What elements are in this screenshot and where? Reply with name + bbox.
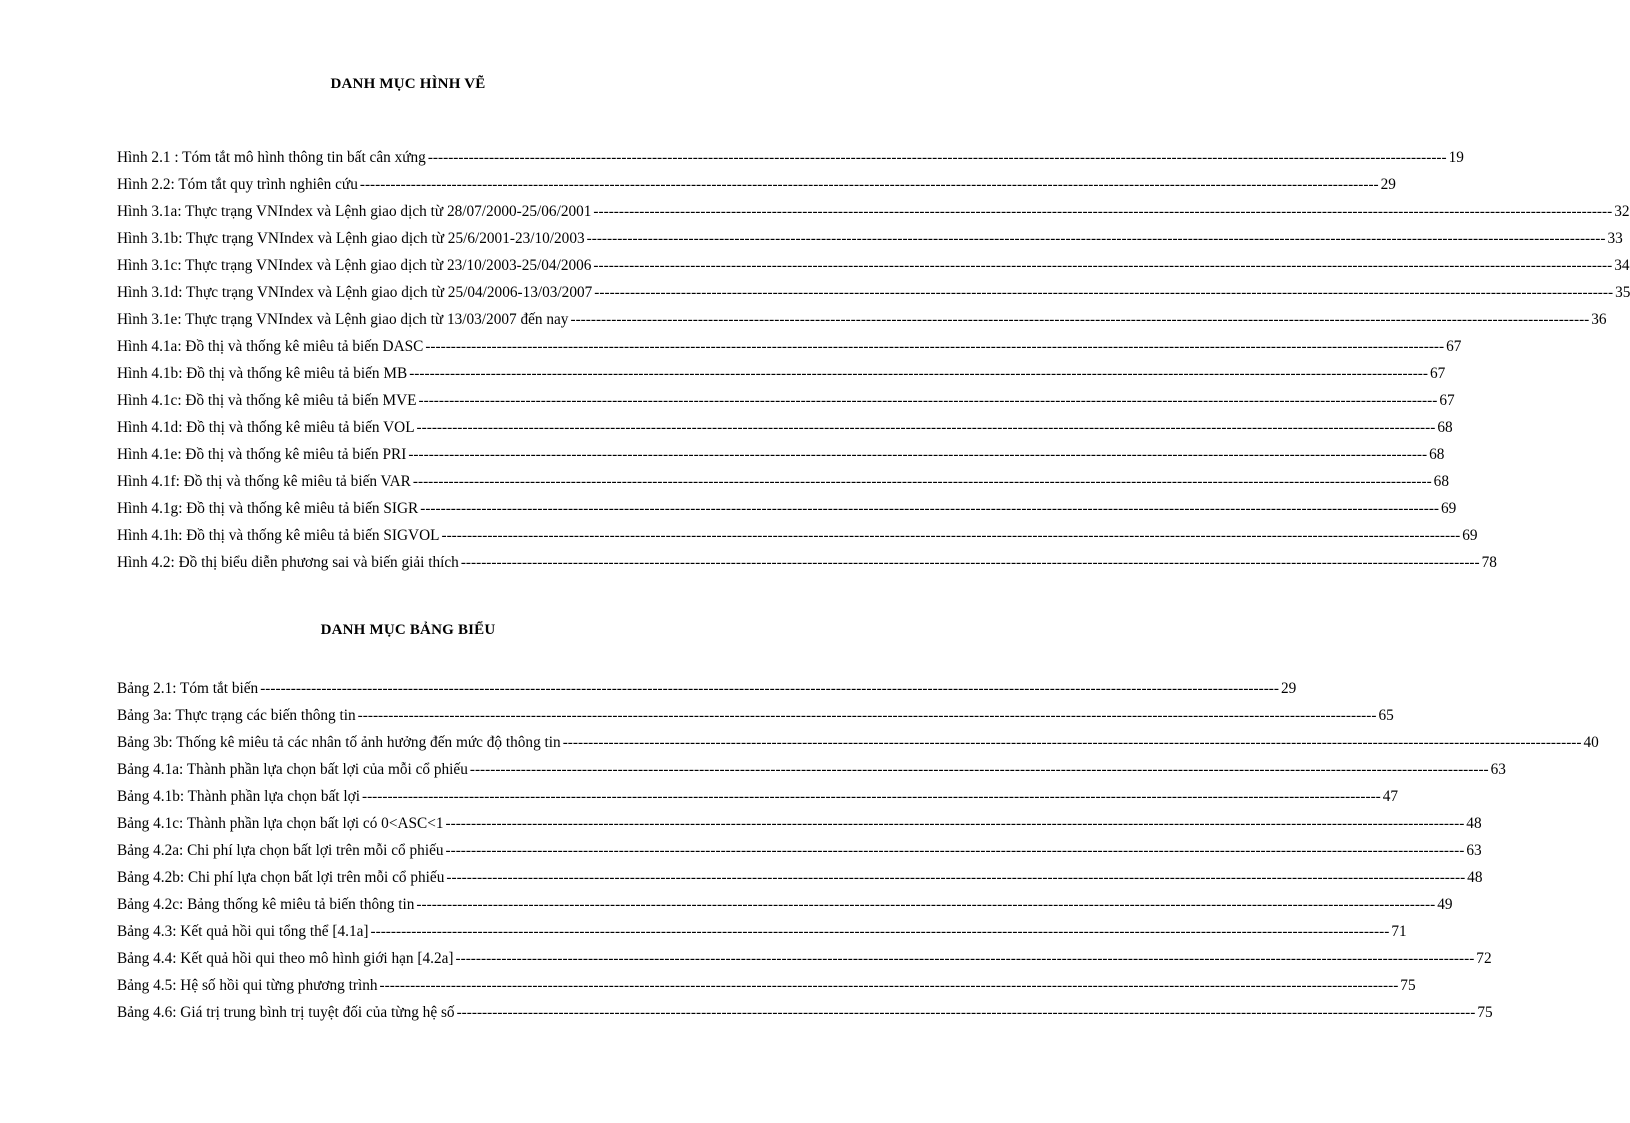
toc-entry-page: 35 (1615, 284, 1630, 301)
toc-entry-page: 63 (1466, 842, 1482, 859)
dot-leader: -------------------------------------------------------------------------------------------------------------------------------------------------------------------------------------------------------- (408, 446, 1428, 463)
toc-entry (117, 999, 1493, 1026)
toc-entry-page: 72 (1476, 950, 1492, 967)
dot-leader: -------------------------------------------------------------------------------------------------------------------------------------------------------------------------------------------------------- (446, 869, 1466, 886)
toc-entry-label: Hình 4.2: Đồ thị biểu diễn phương sai và biến giải thích (117, 554, 459, 571)
toc-entry-page: 36 (1591, 311, 1607, 328)
toc-entry (117, 864, 1483, 891)
toc-entry (117, 441, 1445, 468)
tables-heading: DANH MỤC BẢNG BIỂU (320, 622, 496, 638)
dot-leader: -------------------------------------------------------------------------------------------------------------------------------------------------------------------------------------------------------- (361, 788, 1381, 805)
toc-entry-label: Hình 4.1g: Đồ thị và thống kê miêu tả biến SIGR (117, 500, 419, 517)
toc-entry (117, 810, 1482, 837)
toc-entry-label: Bảng 3a: Thực trạng các biến thông tin (117, 707, 356, 724)
dot-leader: -------------------------------------------------------------------------------------------------------------------------------------------------------------------------------------------------------- (359, 176, 1379, 193)
toc-entry-page: 67 (1439, 392, 1455, 409)
toc-entry (117, 675, 1297, 702)
toc-entry-page: 48 (1466, 815, 1482, 832)
toc-entry-page: 67 (1446, 338, 1462, 355)
toc-entry-label: Bảng 4.5: Hệ số hồi qui từng phương trình (117, 977, 378, 994)
toc-entry (117, 918, 1407, 945)
dot-leader: -------------------------------------------------------------------------------------------------------------------------------------------------------------------------------------------------------- (455, 950, 1475, 967)
toc-entry (117, 972, 1416, 999)
tables-list (117, 675, 1599, 1026)
toc-entry-label: Hình 2.2: Tóm tắt quy trình nghiên cứu (117, 176, 358, 193)
dot-leader: -------------------------------------------------------------------------------------------------------------------------------------------------------------------------------------------------------- (418, 392, 1438, 409)
toc-entry-label: Bảng 4.4: Kết quả hồi qui theo mô hình giới hạn [4.2a] (117, 950, 454, 967)
toc-entry (117, 144, 1464, 171)
toc-entry (117, 756, 1506, 783)
dot-leader: -------------------------------------------------------------------------------------------------------------------------------------------------------------------------------------------------------- (427, 149, 1447, 166)
toc-entry-page: 68 (1433, 473, 1449, 490)
toc-entry-label: Bảng 3b: Thống kê miêu tả các nhân tố ảnh hưởng đến mức độ thông tin (117, 734, 561, 751)
dot-leader: -------------------------------------------------------------------------------------------------------------------------------------------------------------------------------------------------------- (425, 338, 1445, 355)
toc-entry-label: Bảng 4.1c: Thành phần lựa chọn bất lợi có 0<ASC<1 (117, 815, 444, 832)
toc-entry-page: 69 (1441, 500, 1457, 517)
toc-entry (117, 225, 1623, 252)
dot-leader: -------------------------------------------------------------------------------------------------------------------------------------------------------------------------------------------------------- (441, 527, 1461, 544)
toc-entry-label: Hình 4.1f: Đồ thị và thống kê miêu tả biến VAR (117, 473, 411, 490)
toc-entry (117, 387, 1455, 414)
toc-entry-page: 68 (1437, 419, 1453, 436)
dot-leader: -------------------------------------------------------------------------------------------------------------------------------------------------------------------------------------------------------- (409, 365, 1428, 382)
toc-entry-page: 29 (1380, 176, 1396, 193)
dot-leader: -------------------------------------------------------------------------------------------------------------------------------------------------------------------------------------------------------- (412, 473, 1432, 490)
toc-entry-label: Bảng 4.6: Giá trị trung bình trị tuyệt đối của từng hệ số (117, 1004, 455, 1021)
dot-leader: -------------------------------------------------------------------------------------------------------------------------------------------------------------------------------------------------------- (570, 311, 1590, 328)
toc-entry (117, 783, 1399, 810)
toc-entry (117, 360, 1446, 387)
toc-entry (117, 279, 1630, 306)
toc-entry (117, 891, 1453, 918)
toc-entry-label: Hình 3.1d: Thực trạng VNIndex và Lệnh giao dịch từ 25/04/2006-13/03/2007 (117, 284, 593, 301)
toc-entry-page: 47 (1382, 788, 1399, 805)
toc-entry-page: 75 (1400, 977, 1416, 994)
dot-leader: -------------------------------------------------------------------------------------------------------------------------------------------------------------------------------------------------------- (594, 284, 1614, 301)
toc-entry (117, 306, 1607, 333)
toc-entry (117, 549, 1497, 576)
toc-entry (117, 198, 1630, 225)
dot-leader: -------------------------------------------------------------------------------------------------------------------------------------------------------------------------------------------------------- (416, 896, 1436, 913)
toc-entry-label: Hình 4.1c: Đồ thị và thống kê miêu tả biến MVE (117, 392, 417, 409)
dot-leader: -------------------------------------------------------------------------------------------------------------------------------------------------------------------------------------------------------- (420, 500, 1440, 517)
toc-entry-page: 78 (1481, 554, 1497, 571)
dot-leader: -------------------------------------------------------------------------------------------------------------------------------------------------------------------------------------------------------- (379, 977, 1399, 994)
toc-entry (117, 414, 1453, 441)
toc-entry-label: Bảng 4.1a: Thành phần lựa chọn bất lợi của mỗi cổ phiếu (117, 761, 468, 778)
toc-entry-page: 69 (1462, 527, 1478, 544)
toc-entry-page: 48 (1467, 869, 1483, 886)
toc-entry-label: Hình 4.1d: Đồ thị và thống kê miêu tả biến VOL (117, 419, 415, 436)
toc-entry (117, 252, 1630, 279)
toc-entry (117, 945, 1492, 972)
figures-heading: DANH MỤC HÌNH VẼ (330, 76, 486, 92)
toc-entry (117, 729, 1599, 756)
toc-entry-page: 63 (1490, 761, 1506, 778)
toc-entry-label: Hình 3.1b: Thực trạng VNIndex và Lệnh giao dịch từ 25/6/2001-23/10/2003 (117, 230, 585, 247)
toc-entry-page: 29 (1281, 680, 1297, 697)
dot-leader: -------------------------------------------------------------------------------------------------------------------------------------------------------------------------------------------------------- (357, 707, 1377, 724)
toc-entry-label: Bảng 2.1: Tóm tắt biến (117, 680, 259, 697)
figures-list (117, 144, 1630, 576)
toc-entry (117, 495, 1457, 522)
dot-leader: -------------------------------------------------------------------------------------------------------------------------------------------------------------------------------------------------------- (460, 554, 1480, 571)
toc-entry (117, 837, 1482, 864)
toc-entry-label: Hình 3.1a: Thực trạng VNIndex và Lệnh giao dịch từ 28/07/2000-25/06/2001 (117, 203, 592, 220)
toc-entry (117, 702, 1394, 729)
toc-entry-label: Bảng 4.2b: Chi phí lựa chọn bất lợi trên mỗi cổ phiếu (117, 869, 445, 886)
dot-leader: -------------------------------------------------------------------------------------------------------------------------------------------------------------------------------------------------------- (370, 923, 1390, 940)
dot-leader: -------------------------------------------------------------------------------------------------------------------------------------------------------------------------------------------------------- (593, 257, 1613, 274)
toc-entry-label: Bảng 4.1b: Thành phần lựa chọn bất lợi (117, 788, 360, 805)
toc-entry (117, 468, 1449, 495)
toc-entry-label: Hình 3.1e: Thực trạng VNIndex và Lệnh giao dịch từ 13/03/2007 đến nay (117, 311, 569, 328)
toc-entry-label: Hình 4.1a: Đồ thị và thống kê miêu tả biến DASC (117, 338, 424, 355)
toc-entry-page: 40 (1583, 734, 1599, 751)
toc-entry-page: 19 (1448, 149, 1464, 166)
toc-entry-label: Hình 3.1c: Thực trạng VNIndex và Lệnh giao dịch từ 23/10/2003-25/04/2006 (117, 257, 592, 274)
toc-entry (117, 171, 1396, 198)
toc-entry-label: Hình 4.1e: Đồ thị và thống kê miêu tả biến PRI (117, 446, 407, 463)
dot-leader: -------------------------------------------------------------------------------------------------------------------------------------------------------------------------------------------------------- (562, 734, 1582, 751)
toc-entry-page: 67 (1429, 365, 1446, 382)
toc-entry-page: 75 (1477, 1004, 1493, 1021)
toc-entry-label: Bảng 4.2c: Bảng thống kê miêu tả biến thông tin (117, 896, 415, 913)
toc-entry-page: 71 (1391, 923, 1407, 940)
toc-entry-label: Hình 4.1h: Đồ thị và thống kê miêu tả biến SIGVOL (117, 527, 440, 544)
dot-leader: -------------------------------------------------------------------------------------------------------------------------------------------------------------------------------------------------------- (445, 842, 1465, 859)
toc-entry-label: Bảng 4.2a: Chi phí lựa chọn bất lợi trên mỗi cổ phiếu (117, 842, 444, 859)
dot-leader: -------------------------------------------------------------------------------------------------------------------------------------------------------------------------------------------------------- (469, 761, 1489, 778)
toc-entry (117, 333, 1462, 360)
toc-entry-page: 34 (1614, 257, 1630, 274)
toc-entry-page: 33 (1607, 230, 1623, 247)
dot-leader: -------------------------------------------------------------------------------------------------------------------------------------------------------------------------------------------------------- (586, 230, 1606, 247)
toc-entry-page: 32 (1614, 203, 1630, 220)
dot-leader: -------------------------------------------------------------------------------------------------------------------------------------------------------------------------------------------------------- (260, 680, 1279, 697)
toc-entry-page: 68 (1429, 446, 1445, 463)
dot-leader: -------------------------------------------------------------------------------------------------------------------------------------------------------------------------------------------------------- (593, 203, 1613, 220)
toc-entry-label: Hình 4.1b: Đồ thị và thống kê miêu tả biến MB (117, 365, 408, 382)
dot-leader: -------------------------------------------------------------------------------------------------------------------------------------------------------------------------------------------------------- (456, 1004, 1476, 1021)
toc-entry-label: Bảng 4.3: Kết quả hồi qui tổng thể [4.1a] (117, 923, 369, 940)
toc-entry-page: 65 (1378, 707, 1394, 724)
toc-entry-page: 49 (1437, 896, 1453, 913)
toc-entry (117, 522, 1478, 549)
dot-leader: -------------------------------------------------------------------------------------------------------------------------------------------------------------------------------------------------------- (445, 815, 1465, 832)
dot-leader: -------------------------------------------------------------------------------------------------------------------------------------------------------------------------------------------------------- (416, 419, 1436, 436)
toc-entry-label: Hình 2.1 : Tóm tắt mô hình thông tin bất cân xứng (117, 149, 426, 166)
